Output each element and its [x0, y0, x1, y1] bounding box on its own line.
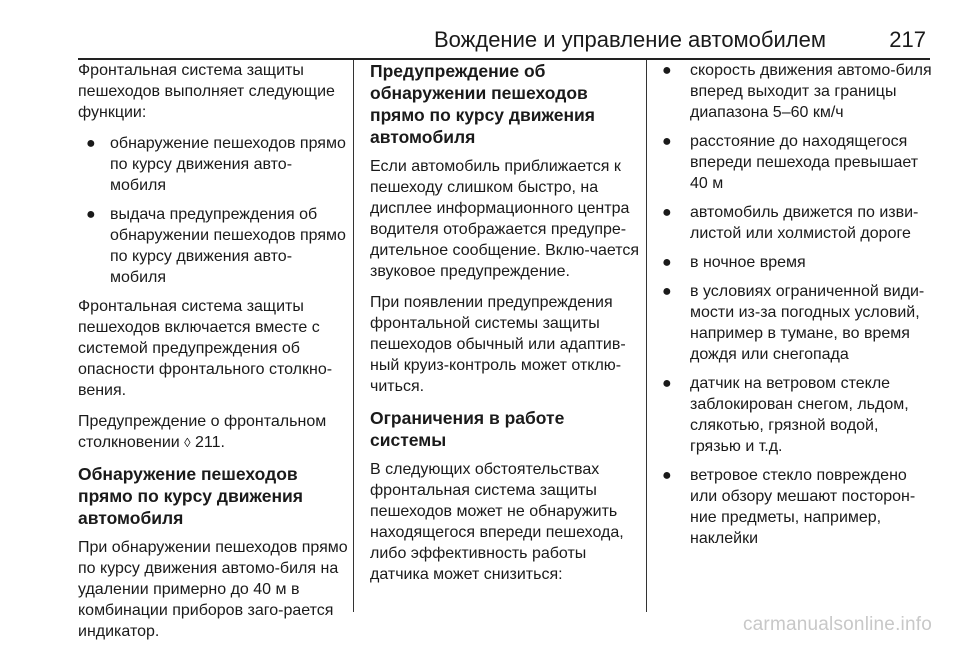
bullet-icon: ●: [662, 62, 672, 79]
list-item: [660, 281, 932, 365]
bullet-icon: ●: [662, 375, 672, 392]
section-heading: Обнаружение пешеходов прямо по курсу движения автомобиля: [78, 464, 303, 528]
list-item-text: автомобиль движется по изви-листой или холмистой дороге: [690, 204, 919, 242]
bullet-icon: ●: [662, 467, 672, 484]
watermark: carmanualsonline.info: [742, 614, 932, 635]
list-item: [78, 204, 348, 288]
page-number: 217: [889, 27, 926, 52]
list-item: [660, 252, 932, 273]
list-item-text: в условиях ограниченной види-мости из-за погодных условий, например в тумане, во время дождя или снегопада: [690, 283, 925, 363]
functions-list: [78, 133, 348, 288]
intro-paragraph: Фронтальная система защиты пешеходов выполняет следующие функции:: [78, 62, 335, 121]
list-item-text: в ночное время: [690, 254, 806, 271]
list-item: [78, 133, 348, 196]
section-heading: Предупреждение об обнаружении пешеходов прямо по курсу движения автомобиля: [370, 61, 595, 147]
reference-page-link[interactable]: 211.: [190, 434, 225, 451]
bullet-icon: ●: [86, 135, 96, 152]
cross-reference-paragraph: [78, 411, 348, 453]
reference-text: Предупреждение о фронтальном столкновении: [78, 413, 327, 451]
column-divider-1: [353, 60, 354, 612]
list-item: [660, 373, 932, 457]
page-title: Вождение и управление автомобилем: [433, 27, 826, 52]
column-left: [78, 60, 348, 652]
bullet-icon: ●: [662, 204, 672, 221]
paragraph: При появлении предупреждения фронтальной системы защиты пешеходов обычный или адаптив-ный круиз-контроль может отклю-читься.: [370, 294, 626, 395]
section-heading: Ограничения в работе системы: [370, 408, 565, 450]
page-header: [78, 20, 930, 60]
paragraph: Если автомобиль приближается к пешеходу слишком быстро, на дисплее информационного центра водителя отображается предупре-дительное сообщение. Вклю-чается звуковое предупреждение.: [370, 158, 640, 280]
list-item-text: ветровое стекло повреждено или обзору мешают посторон-ние предметы, например, наклейки: [690, 467, 916, 547]
column-middle: [370, 60, 640, 595]
list-item: [660, 60, 932, 123]
limitations-list: [660, 60, 932, 549]
column-right: [660, 60, 932, 557]
list-item-text: датчик на ветровом стекле заблокирован снегом, льдом, слякотью, грязной водой, грязью и т.д.: [690, 375, 909, 455]
list-item-text: расстояние до находящегося впереди пешехода превышает 40 м: [690, 133, 919, 192]
list-item: [660, 131, 932, 194]
bullet-icon: ●: [662, 133, 672, 150]
reference-arrow-icon: ◊: [184, 435, 191, 450]
bullet-icon: ●: [86, 206, 96, 223]
bullet-icon: ●: [662, 254, 672, 271]
list-item-text: обнаружение пешеходов прямо по курсу движения авто-мобиля: [110, 135, 346, 194]
paragraph: В следующих обстоятельствах фронтальная система защиты пешеходов может не обнаружить находящегося впереди пешехода, либо эффективность работы датчика может снизиться:: [370, 461, 624, 583]
list-item-text: выдача предупреждения об обнаружении пешеходов прямо по курсу движения авто-мобиля: [110, 206, 346, 286]
list-item: [660, 465, 932, 549]
bullet-icon: ●: [662, 283, 672, 300]
paragraph: При обнаружении пешеходов прямо по курсу движения автомо-биля на удалении примерно до 40 м в комбинации приборов заго-рается индикатор.: [78, 539, 348, 640]
column-divider-2: [646, 60, 647, 612]
list-item: [660, 202, 932, 244]
paragraph: Фронтальная система защиты пешеходов включается вместе с системой предупреждения об опасности фронтального столкно-вения.: [78, 298, 333, 399]
list-item-text: скорость движения автомо-биля вперед выходит за границы диапазона 5–60 км/ч: [690, 62, 932, 121]
